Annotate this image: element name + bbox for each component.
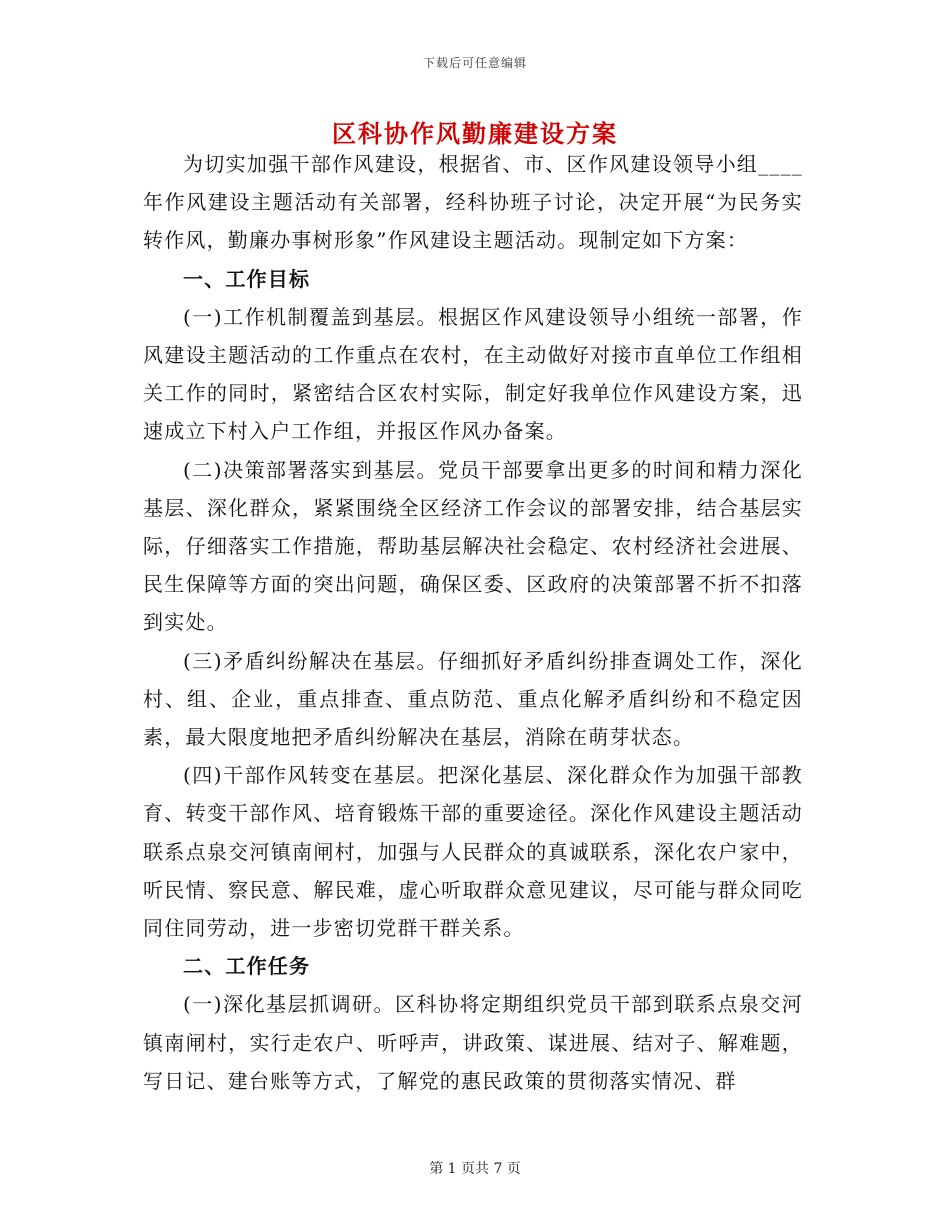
body-paragraph: (一)工作机制覆盖到基层。根据区作风建设领导小组统一部署，作风建设主题活动的工作重点在农村，在主动做好对接市直单位工作组相关工作的同时，紧密结合区农村实际，制定好我单位作风建设方案，迅速成立下村入户工作组，并报区作风办备案。 <box>143 304 803 444</box>
body-paragraph: 为切实加强干部作风建设，根据省、市、区作风建设领导小组____年作风建设主题活动有关部署，经科协班子讨论，决定开展“为民务实转作风，勤廉办事树形象”作风建设主题活动。现制定如下方案： <box>143 152 803 253</box>
document-title: 区科协作风勤廉建设方案 <box>332 119 618 148</box>
body-paragraph: (四)干部作风转变在基层。把深化基层、深化群众作为加强干部教育、转变干部作风、培育锻炼干部的重要途径。深化作风建设主题活动联系点泉交河镇南闸村，加强与人民群众的真诚联系，深化农户家中，听民情、察民意、解民难，虚心听取群众意见建议，尽可能与群众同吃同住同劳动，进一步密切党群干群关系。 <box>143 763 803 941</box>
header-note: 下载后可任意编辑 <box>422 56 527 70</box>
section-heading: 一、工作目标 <box>183 266 311 291</box>
section-heading: 二、工作任务 <box>183 954 311 979</box>
body-paragraph: (一)深化基层抓调研。区科协将定期组织党员干部到联系点泉交河镇南闸村，实行走农户、听呼声，讲政策、谋进展、结对子、解难题，写日记、建台账等方式，了解党的惠民政策的贯彻落实情况、群 <box>143 992 803 1093</box>
document-body <box>143 145 803 1100</box>
page-number: 第 1 页共 7 页 <box>429 1161 521 1177</box>
body-paragraph: (二)决策部署落实到基层。党员干部要拿出更多的时间和精力深化基层、深化群众，紧紧围绕全区经济工作会议的部署安排，结合基层实际，仔细落实工作措施，帮助基层解决社会稳定、农村经济社会进展、民生保障等方面的突出问题，确保区委、区政府的决策部署不折不扣落到实处。 <box>143 457 803 635</box>
body-paragraph: (三)矛盾纠纷解决在基层。仔细抓好矛盾纠纷排查调处工作，深化村、组、企业，重点排查、重点防范、重点化解矛盾纠纷和不稳定因素，最大限度地把矛盾纠纷解决在基层，消除在萌芽状态。 <box>143 648 803 750</box>
